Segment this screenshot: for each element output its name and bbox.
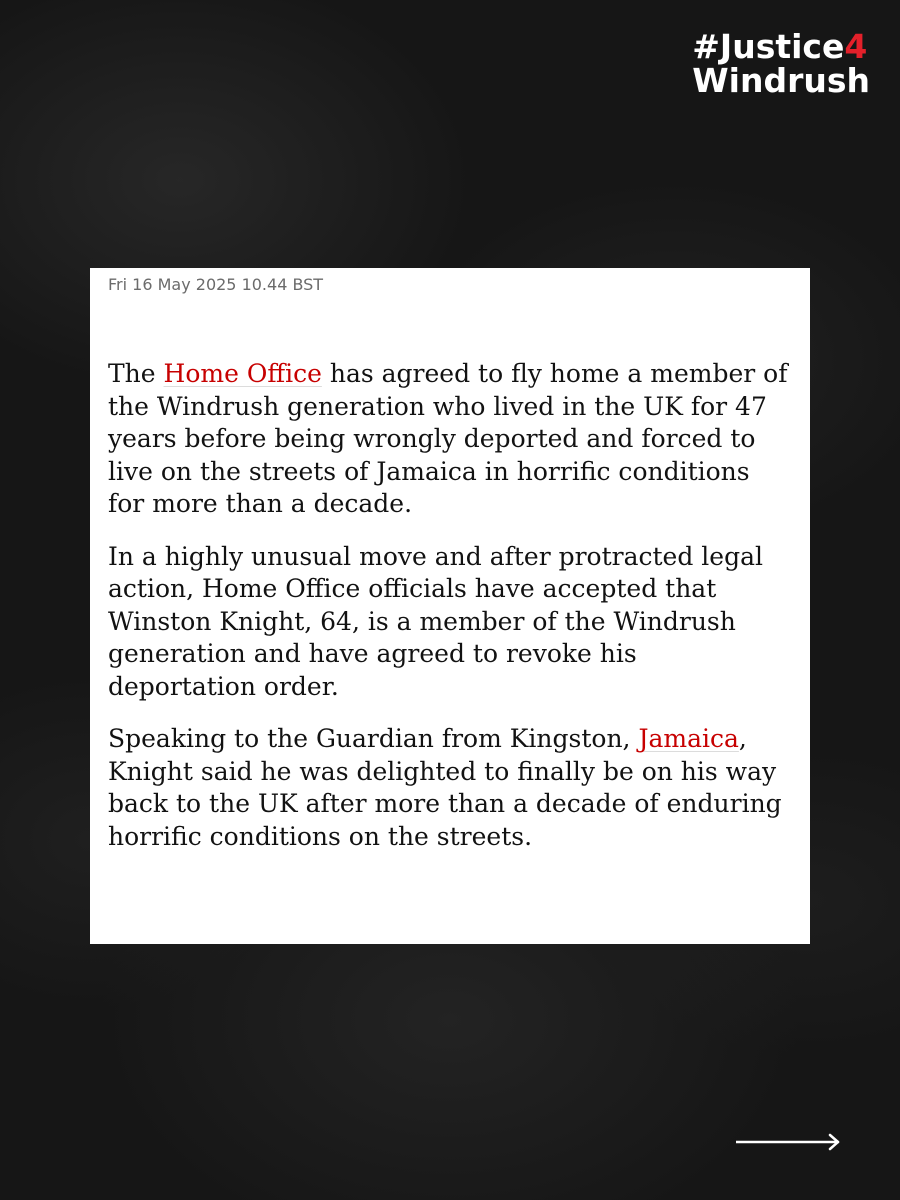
paragraph-1-intro: The: [108, 359, 164, 388]
paragraph-1-body: has agreed to fly home a member of the Windrush generation who lived in the UK for 47 years before being wrongly deported and forced to live on the streets of Jamaica in horrific conditions for more than a decade.: [108, 359, 788, 518]
logo-accent: 4: [844, 27, 868, 66]
logo-line-2: Windrush: [692, 61, 870, 100]
right-arrow-icon[interactable]: [736, 1130, 842, 1154]
home-office-link[interactable]: Home Office: [163, 359, 322, 388]
article-paragraph-1: [108, 358, 790, 521]
jamaica-link[interactable]: Jamaica: [638, 724, 739, 753]
logo-prefix: #Justice: [692, 27, 845, 66]
hashtag-logo: [692, 27, 870, 100]
article-card: [90, 268, 810, 944]
article-paragraph-2: In a highly unusual move and after protracted legal action, Home Office officials have accepted that Winston Knight, 64, is a member of the Windrush generation and have agreed to revoke his deportation order.: [108, 541, 763, 701]
paragraph-3-intro: Speaking to the Guardian from Kingston,: [108, 724, 639, 753]
logo-line-1: [692, 27, 870, 66]
article-paragraph-3: [108, 723, 790, 853]
article-timestamp: Fri 16 May 2025 10.44 BST: [108, 275, 324, 294]
paragraph-3-body: , Knight said he was delighted to finally be on his way back to the UK after more than a decade of enduring horrific conditions on the streets.: [108, 724, 782, 851]
